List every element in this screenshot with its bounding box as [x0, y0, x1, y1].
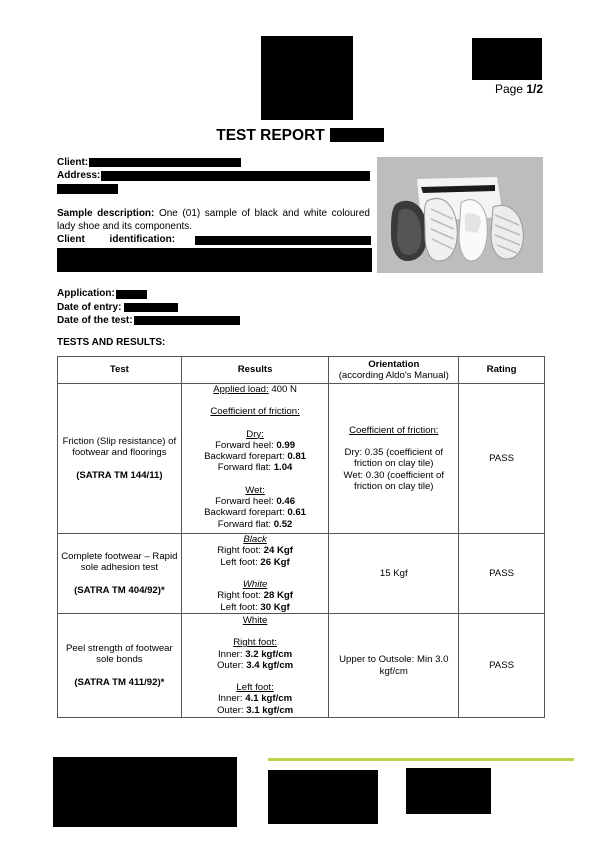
redacted-entry-date — [124, 303, 178, 312]
orientation-cell: Upper to Outsole: Min 3.0 kgf/cm — [329, 614, 459, 718]
address-field: Address: — [57, 170, 101, 181]
results-cell: White Right foot: Inner: 3.2 kgf/cm Outer: 3.4 kgf/cm Left foot: Inner: 4.1 kgf/cm Outer: 3.1 kgf/cm — [181, 614, 329, 718]
shoe-image — [377, 157, 543, 273]
footer-accent-line — [268, 758, 574, 761]
rating-cell: PASS — [459, 384, 545, 534]
sample-photo — [377, 157, 543, 273]
orientation-cell: 15 Kgf — [329, 534, 459, 614]
redacted-header-box — [472, 38, 542, 80]
redacted-address — [101, 171, 370, 181]
header-rating: Rating — [459, 357, 545, 384]
redacted-footer-logo — [53, 757, 237, 827]
date-of-entry-field: Date of entry: — [57, 302, 122, 313]
application-field: Application: — [57, 288, 115, 299]
results-cell: Black Right foot: 24 Kgf Left foot: 26 Kgf White Right foot: 28 Kgf Left foot: 30 Kgf — [181, 534, 329, 614]
redacted-footer-box-2 — [406, 768, 491, 814]
table-row — [58, 534, 545, 614]
page-number: Page 1/2 — [494, 82, 543, 96]
client-field: Client: — [57, 157, 89, 168]
test-cell: Complete footwear – Rapid sole adhesion test (SATRA TM 404/92)* — [58, 534, 182, 614]
rating-cell: PASS — [459, 614, 545, 718]
test-cell: Peel strength of footwear sole bonds (SATRA TM 411/92)* — [58, 614, 182, 718]
redacted-footer-box-1 — [268, 770, 378, 824]
sample-description: Sample description: One (01) sample of black and white coloured lady shoe and its components. — [57, 208, 370, 232]
table-header-row — [58, 357, 545, 384]
results-table — [57, 356, 545, 718]
table-row — [58, 614, 545, 718]
client-identification-field: Client identification: — [57, 234, 176, 245]
page-title: TEST REPORT — [0, 127, 600, 145]
redacted-application — [116, 290, 147, 299]
redacted-client — [89, 158, 241, 167]
redacted-address-2 — [57, 184, 118, 194]
header-test: Test — [58, 357, 182, 384]
section-title: TESTS AND RESULTS: — [57, 337, 166, 348]
redacted-test-date — [134, 316, 240, 325]
header-results: Results — [181, 357, 329, 384]
header-orientation: Orientation (according Aldo's Manual) — [329, 357, 459, 384]
date-of-test-field: Date of the test: — [57, 315, 133, 326]
redacted-client-id-2 — [57, 248, 372, 272]
redacted-client-id — [195, 236, 371, 245]
redacted-logo — [261, 36, 353, 120]
orientation-cell: Coefficient of friction: Dry: 0.35 (coefficient of friction on clay tile) Wet: 0.30 (coefficient of friction on clay tile) — [329, 384, 459, 534]
results-cell: Applied load: 400 N Coefficient of friction: Dry: Forward heel: 0.99 Backward forepart: 0.81 Forward flat: 1.04 Wet: Forward heel: 0.46 Backward forepart: 0.61 Forward flat: 0.52 — [181, 384, 329, 534]
table-row — [58, 384, 545, 534]
test-cell: Friction (Slip resistance) of footwear and floorings (SATRA TM 144/11) — [58, 384, 182, 534]
rating-cell: PASS — [459, 534, 545, 614]
